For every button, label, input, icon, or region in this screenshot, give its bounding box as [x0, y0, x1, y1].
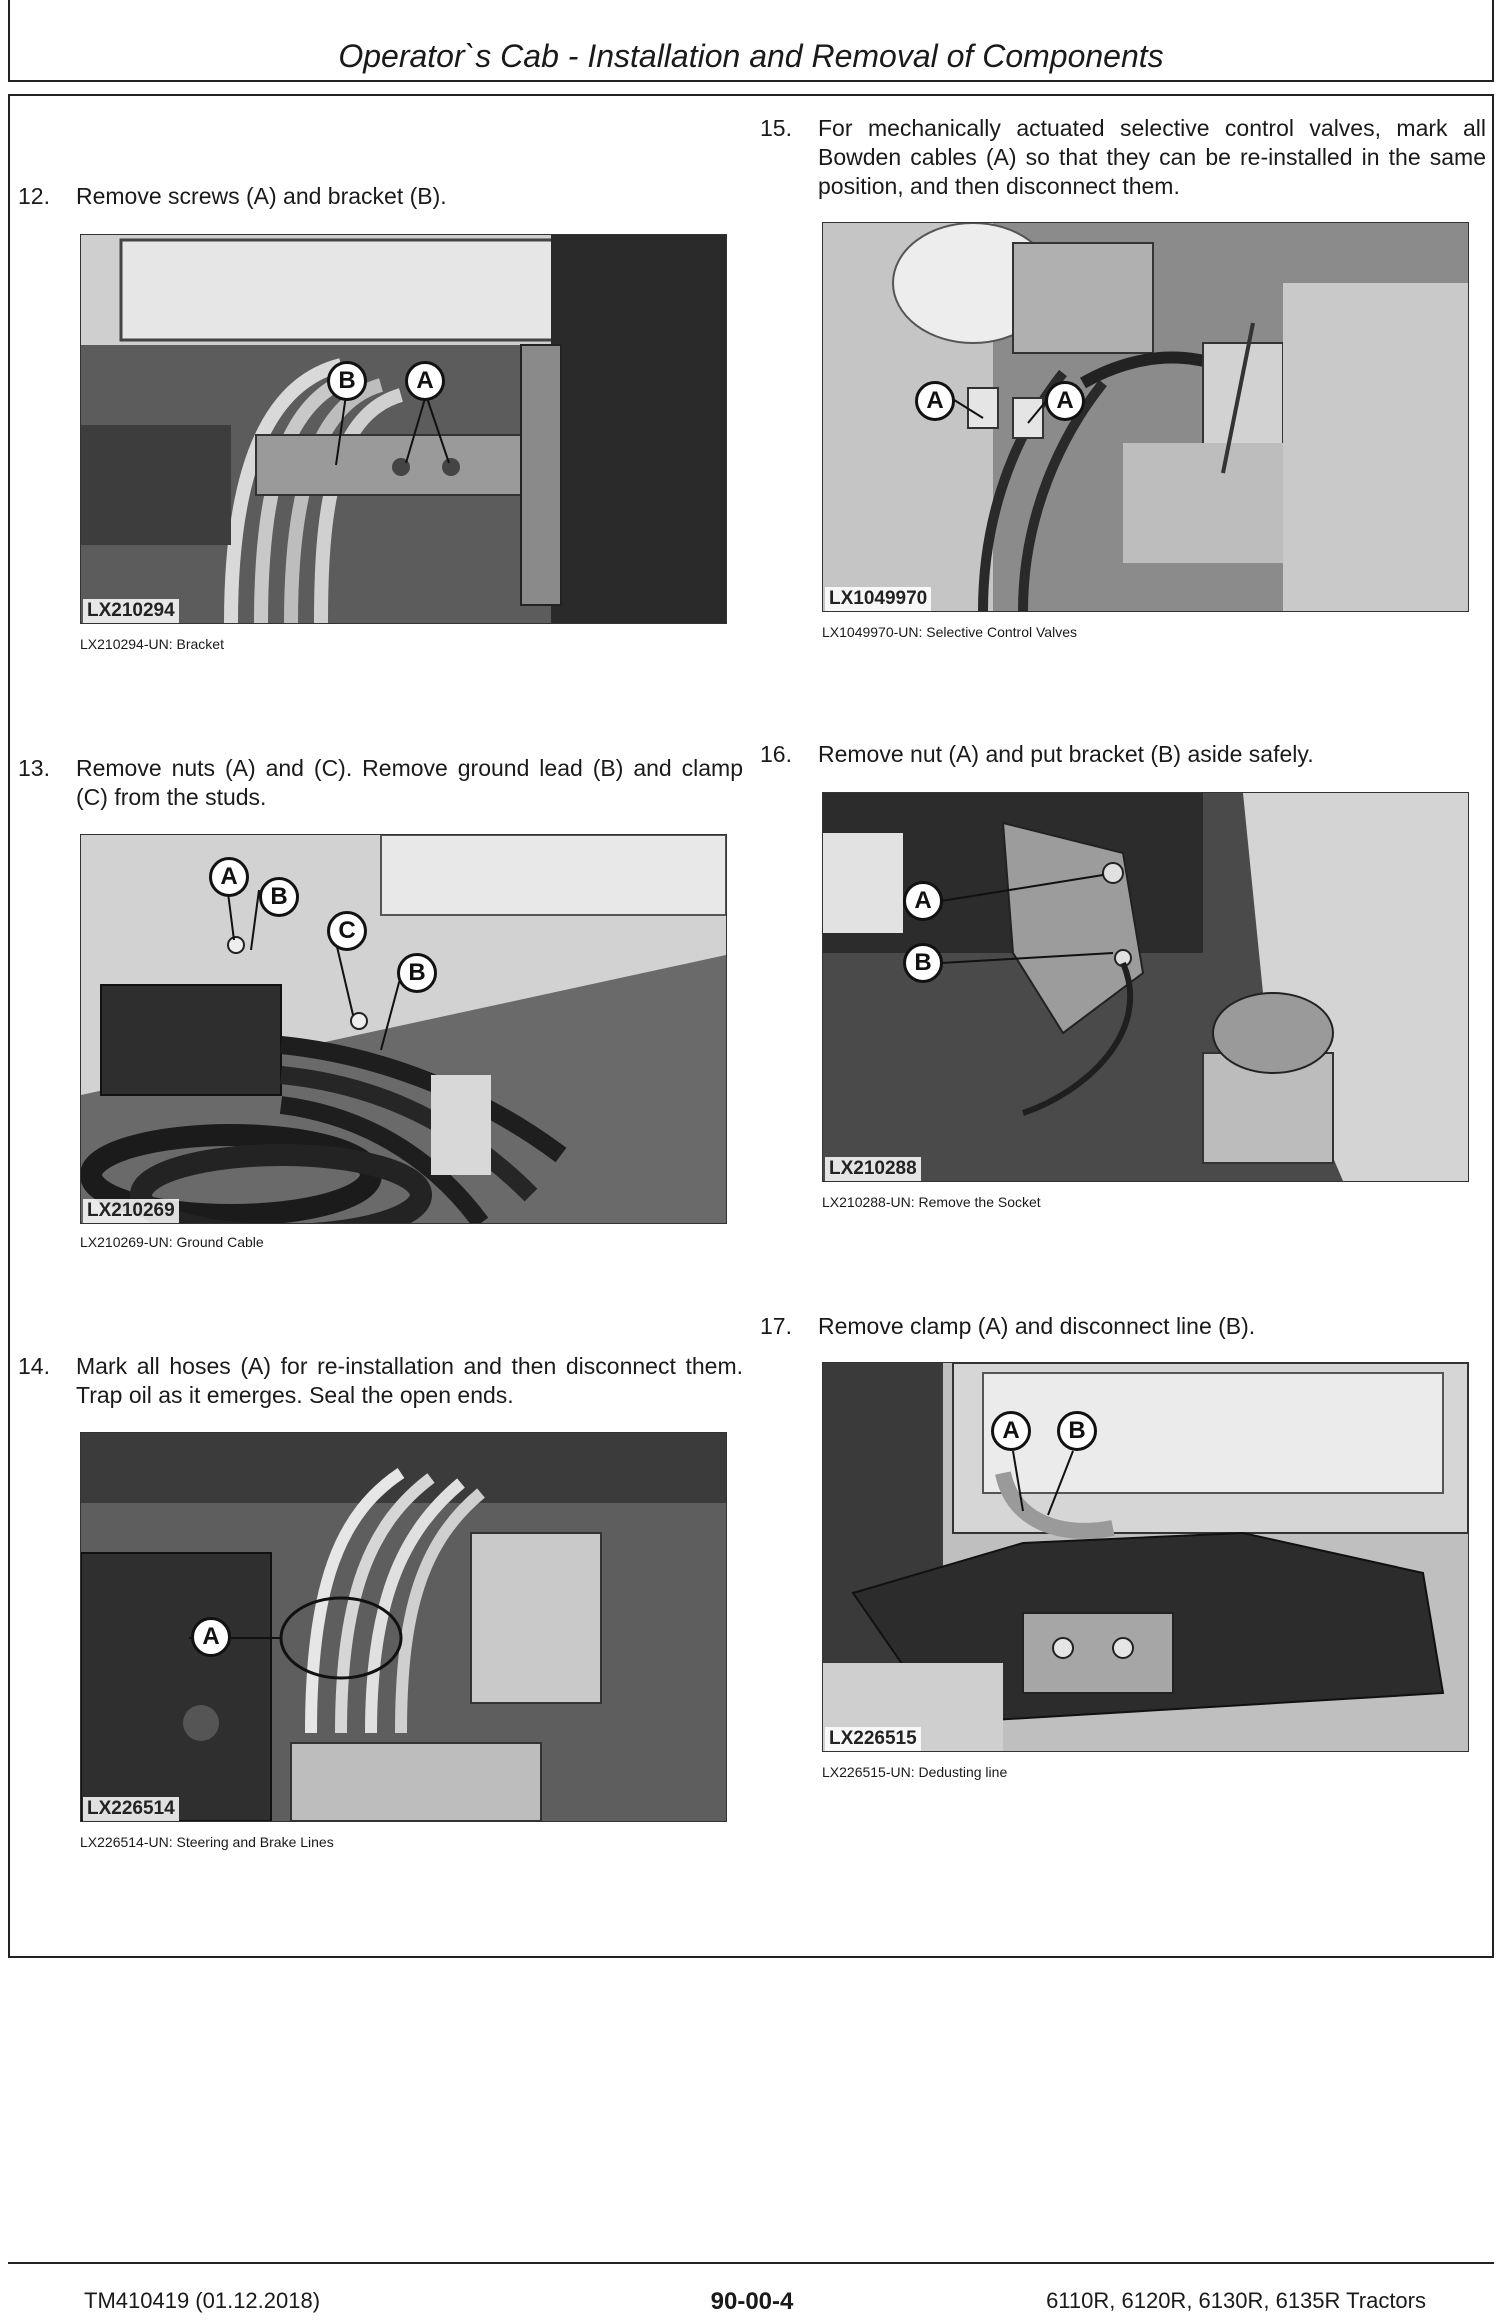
callout-a: A: [209, 857, 249, 897]
figure-id: LX210294: [83, 599, 179, 623]
callout-a: A: [903, 881, 943, 921]
callout-a: A: [991, 1411, 1031, 1451]
step-text: Remove screws (A) and bracket (B).: [76, 183, 447, 209]
step-15: [760, 114, 1486, 204]
step-17: [760, 1312, 1486, 1342]
step-number: 13.: [18, 755, 50, 781]
figure-id: LX210288: [825, 1157, 921, 1181]
figure-id: LX210269: [83, 1199, 179, 1223]
figure-caption: LX226515-UN: Dedusting line: [822, 1764, 1008, 1780]
step-number: 12.: [18, 183, 50, 209]
figure-caption: LX226514-UN: Steering and Brake Lines: [80, 1834, 334, 1850]
step-16: [760, 740, 1486, 770]
callout-b: B: [327, 361, 367, 401]
figure-dedusting-line-photo: [822, 1362, 1469, 1752]
step-text: Remove nut (A) and put bracket (B) aside safely.: [818, 741, 1314, 767]
figure-bracket-photo: [80, 234, 727, 624]
figure-caption: LX1049970-UN: Selective Control Valves: [822, 624, 1077, 640]
callout-b: B: [259, 877, 299, 917]
step-number: 16.: [760, 741, 792, 767]
header-frame: [8, 0, 1494, 82]
callout-a: A: [191, 1617, 231, 1657]
footer-divider: [8, 2262, 1494, 2264]
tractor-models: 6110R, 6120R, 6130R, 6135R Tractors: [1046, 2288, 1426, 2313]
figure-steering-brake-photo: [80, 1432, 727, 1822]
figure-id: LX226514: [83, 1797, 179, 1821]
step-14: [18, 1352, 743, 1412]
page-title: Operator`s Cab - Installation and Removal of Components: [338, 38, 1164, 74]
figure-caption: LX210288-UN: Remove the Socket: [822, 1194, 1041, 1210]
figure-selective-control-valves-photo: [822, 222, 1469, 612]
step-number: 14.: [18, 1353, 50, 1379]
callout-c: C: [327, 911, 367, 951]
step-12: [18, 182, 743, 212]
figure-ground-cable-photo: [80, 834, 727, 1224]
callout-b: B: [1057, 1411, 1097, 1451]
callout-a: A: [915, 381, 955, 421]
callout-a: A: [405, 361, 445, 401]
figure-caption: LX210269-UN: Ground Cable: [80, 1234, 264, 1250]
step-text: Mark all hoses (A) for re-installation and then disconnect them. Trap oil as it emerges. Seal the open ends.: [76, 1353, 743, 1408]
step-text: For mechanically actuated selective control valves, mark all Bowden cables (A) so that they can be re-installed in the same position, and then disconnect them.: [818, 115, 1486, 199]
figure-id: LX1049970: [825, 587, 931, 611]
step-text: Remove clamp (A) and disconnect line (B).: [818, 1313, 1256, 1339]
document-reference: TM410419 (01.12.2018): [84, 2288, 321, 2313]
figure-caption: LX210294-UN: Bracket: [80, 636, 224, 652]
page-number: 90-00-4: [710, 2288, 794, 2315]
step-number: 15.: [760, 115, 792, 141]
callout-a-second: A: [1045, 381, 1085, 421]
step-number: 17.: [760, 1313, 792, 1339]
callout-b-second: B: [397, 953, 437, 993]
figure-id: LX226515: [825, 1727, 921, 1751]
step-text: Remove nuts (A) and (C). Remove ground lead (B) and clamp (C) from the studs.: [76, 755, 743, 810]
callout-b: B: [903, 943, 943, 983]
step-13: [18, 754, 743, 814]
figure-socket-photo: [822, 792, 1469, 1182]
